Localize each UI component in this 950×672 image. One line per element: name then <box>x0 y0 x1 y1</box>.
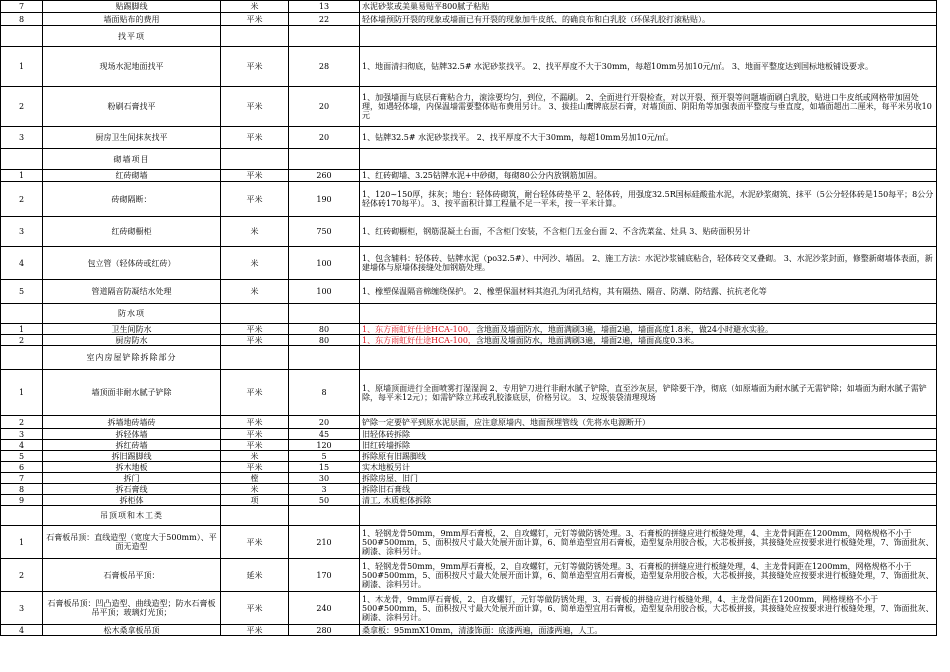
item-price: 30 <box>289 473 360 484</box>
item-description: 清工, 木质柜体拆除 <box>360 495 937 506</box>
description-text: 含地面及墙面防水，地面满刷3遍，墙面2遍，墙面高度1.8米，做24小时避水实验。 <box>475 324 774 334</box>
item-unit: 平米 <box>221 416 289 429</box>
row-number: 5 <box>1 280 43 304</box>
item-description: 1、橡塑保温隔音棉缠绕保护。 2、橡塑保温材料其泡孔为闭孔结构，其有隔热、隔音、防潮、防结露、抗抗老化等 <box>360 280 937 304</box>
item-unit: 平米 <box>221 47 289 87</box>
item-price: 120 <box>289 440 360 451</box>
item-price: 100 <box>289 247 360 280</box>
item-unit: 米 <box>221 1 289 13</box>
item-price: 28 <box>289 47 360 87</box>
item-description: 水泥砂浆或美巢易贴平800腻子粘贴 <box>360 1 937 13</box>
item-price: 750 <box>289 217 360 247</box>
row-number: 1 <box>1 47 43 87</box>
table-row[interactable] <box>1 324 937 335</box>
item-description: 1、地面清扫彻底，钻牌32.5# 水泥砂浆找平。 2、找平厚度不大于30mm，每超10mm另加10元/㎡。 3、地面平整度达到国标地板铺设要求。 <box>360 47 937 87</box>
row-number: 3 <box>1 592 43 625</box>
item-description: 旧轻体砖拆除 <box>360 429 937 440</box>
row-number: 3 <box>1 127 43 149</box>
table-row[interactable] <box>1 625 937 636</box>
table-row[interactable] <box>1 473 937 484</box>
description-text: 含地面及墙面防水，地面满刷3遍，墙面2遍，墙面高度0.3米。 <box>475 335 699 345</box>
table-row[interactable] <box>1 559 937 592</box>
item-name: 拆柜体 <box>43 495 221 506</box>
item-description <box>360 335 937 346</box>
item-name: 卫生间防水 <box>43 324 221 335</box>
row-number: 3 <box>1 429 43 440</box>
item-name: 墙面贴布的费用 <box>43 13 221 26</box>
row-number: 1 <box>1 324 43 335</box>
item-price: 80 <box>289 324 360 335</box>
item-unit: 平米 <box>221 592 289 625</box>
section-title-waterproof: 防水项 <box>43 304 221 324</box>
row-number: 7 <box>1 473 43 484</box>
item-description: 1、加强墙面与底层石膏粘合力，滚涂要均匀，到位，不漏刷。 2、全面进行开裂检查，对以开裂、预开裂等问题墙面刷白乳胶，贴进口牛皮纸或网格带加固处理，如遇轻体墙，内保温墙需要整体贴布费用另计。 3、拔挂山鹰牌底层石膏，对墙顶面、阴阳角等加强表面平整度与垂直度，如墙面超出二厘米，每平米另收10元 <box>360 87 937 127</box>
item-price: 210 <box>289 526 360 559</box>
item-unit: 平米 <box>221 127 289 149</box>
row-number: 1 <box>1 526 43 559</box>
section-row <box>1 149 937 170</box>
table-row[interactable] <box>1 451 937 462</box>
table-row[interactable] <box>1 495 937 506</box>
table-row[interactable] <box>1 484 937 495</box>
item-name: 拆轻体墙 <box>43 429 221 440</box>
item-description: 1、包含辅料：轻体砖、钻牌水泥（po32.5#）、中河沙、墙固。 2、施工方法：水泥沙浆铺底粘合，轻体砖交叉叠砌。 3、水泥沙浆封面，修整新砌墙体表面，新建墙体与原墙体接缝处加钢筋处理。 <box>360 247 937 280</box>
row-number: 9 <box>1 495 43 506</box>
table-row[interactable] <box>1 416 937 429</box>
item-price: 22 <box>289 13 360 26</box>
item-name: 石膏板吊顶：直线造型（宽度大于500mm）、平面无造型 <box>43 526 221 559</box>
row-number: 7 <box>1 1 43 13</box>
item-name: 管道隔音防凝结水处理 <box>43 280 221 304</box>
row-number: 2 <box>1 87 43 127</box>
item-price: 80 <box>289 335 360 346</box>
table-row[interactable] <box>1 87 937 127</box>
item-description: 轻体墙预防开裂的现象或墙面已有开裂的现象加牛皮纸、的确良布和白乳胶（环保乳胶打滚粘贴）。 <box>360 13 937 26</box>
item-description: 1、红砖砌橱柜，钢筋混凝土台面，不含柜门安装，不含柜门五金台面 2、不含洗菜盆、灶具 3、贴砖面积另计 <box>360 217 937 247</box>
item-price: 100 <box>289 280 360 304</box>
table-row[interactable] <box>1 1 937 13</box>
item-unit: 平米 <box>221 625 289 636</box>
item-price: 50 <box>289 495 360 506</box>
item-name: 红砖砌墙 <box>43 170 221 182</box>
item-name: 拆木地板 <box>43 462 221 473</box>
brand-name: 1、东方雨虹好仕途HCA-100， <box>362 324 476 334</box>
item-unit: 平米 <box>221 335 289 346</box>
item-description: 1、轻钢龙骨50mm，9mm厚石膏板，2、自攻螺钉，元钉等做防锈处理。3、石膏板的拼缝应进行板缝处理，4、主龙骨间距在1200mm，网格规格不小于500#500mm，5、面积按尺寸最大处展开面计算，6、简单造型宜用石膏板，造型复杂用胶合板，大芯板拼接，其接缝处应按要求进行板缝处理，7、饰面批灰、刷漆、涂料另计。 <box>360 559 937 592</box>
row-number: 4 <box>1 440 43 451</box>
table-row[interactable] <box>1 170 937 182</box>
item-unit: 米 <box>221 217 289 247</box>
row-number: 4 <box>1 625 43 636</box>
table-row[interactable] <box>1 217 937 247</box>
table-row[interactable] <box>1 370 937 416</box>
item-price: 280 <box>289 625 360 636</box>
item-price: 240 <box>289 592 360 625</box>
item-unit: 平米 <box>221 170 289 182</box>
table-row[interactable] <box>1 247 937 280</box>
item-price: 5 <box>289 451 360 462</box>
row-number: 5 <box>1 451 43 462</box>
item-description: 1、木龙骨，9mm厚石膏板，2、自攻螺钉，元钉等做防锈处理，3、石膏板的拼缝应进行板缝处理，4、主龙骨间距在1200mm，网格规格不小于500#500mm，5、面积按尺寸最大处展开面计算，6、简单造型宜用石膏板，造型复杂用胶合板，大芯板拼接，其接缝处应按要求进行板缝处理，7、饰面批灰、刷漆、涂料另计。 <box>360 592 937 625</box>
item-description: 1、原墙顶面进行全面喷雾打湿湿润 2、专用铲刀进行非耐水腻子铲除，直至沙灰层，铲除要干净，彻底（如原墙面为耐水腻子无需铲除；如墙面为耐水腻子需铲除，每平米12元）；如需铲除立邦或乳胶漆底层，价格另议。 3、垃圾装袋清理现场 <box>360 370 937 416</box>
table-row[interactable] <box>1 127 937 149</box>
item-name: 石膏板吊平顶： <box>43 559 221 592</box>
item-price: 260 <box>289 170 360 182</box>
table-row[interactable] <box>1 526 937 559</box>
item-name: 拆红砖墙 <box>43 440 221 451</box>
item-price: 170 <box>289 559 360 592</box>
table-row[interactable] <box>1 182 937 217</box>
item-description: 桑拿板：95mmX10mm，清漆饰面：底漆两遍，面漆两遍，人工。 <box>360 625 937 636</box>
item-name: 厨房卫生间抹灰找平 <box>43 127 221 149</box>
row-number: 2 <box>1 335 43 346</box>
item-description: 拆除原有旧踢脚线 <box>360 451 937 462</box>
row-number: 2 <box>1 182 43 217</box>
section-row <box>1 346 937 370</box>
section-title-leveling: 找平项 <box>43 26 221 47</box>
item-description: 实木地板另计 <box>360 462 937 473</box>
row-number: 3 <box>1 217 43 247</box>
item-name: 现场水泥地面找平 <box>43 47 221 87</box>
table-row[interactable] <box>1 429 937 440</box>
row-number: 6 <box>1 462 43 473</box>
table-row[interactable] <box>1 335 937 346</box>
item-unit: 平米 <box>221 87 289 127</box>
section-row <box>1 304 937 324</box>
item-unit: 米 <box>221 280 289 304</box>
item-name: 拆旧踢脚线 <box>43 451 221 462</box>
item-unit: 平米 <box>221 324 289 335</box>
item-unit: 平米 <box>221 462 289 473</box>
item-name: 粉刷石膏找平 <box>43 87 221 127</box>
section-row <box>1 26 937 47</box>
row-number: 2 <box>1 416 43 429</box>
row-number: 8 <box>1 484 43 495</box>
item-price: 20 <box>289 127 360 149</box>
table-row[interactable] <box>1 280 937 304</box>
item-price: 8 <box>289 370 360 416</box>
item-unit: 米 <box>221 451 289 462</box>
item-price: 45 <box>289 429 360 440</box>
item-name: 厨房防水 <box>43 335 221 346</box>
item-price: 13 <box>289 1 360 13</box>
item-description: 1、钻牌32.5# 水泥砂浆找平。 2、找平厚度不大于30mm，每超10mm另加10元/㎡。 <box>360 127 937 149</box>
item-name: 贴踢脚线 <box>43 1 221 13</box>
section-row <box>1 506 937 526</box>
item-price: 3 <box>289 484 360 495</box>
item-name: 拆门 <box>43 473 221 484</box>
item-unit: 平米 <box>221 440 289 451</box>
item-price: 20 <box>289 416 360 429</box>
item-unit: 项 <box>221 495 289 506</box>
section-title-masonry: 砌墙项目 <box>43 149 221 170</box>
item-unit: 平米 <box>221 13 289 26</box>
item-unit: 平米 <box>221 370 289 416</box>
item-name: 拆墙地砖墙砖 <box>43 416 221 429</box>
row-number: 8 <box>1 13 43 26</box>
section-title-ceiling: 吊顶项和木工类 <box>43 506 221 526</box>
item-unit: 平米 <box>221 429 289 440</box>
row-number: 1 <box>1 170 43 182</box>
row-number: 2 <box>1 559 43 592</box>
table-row[interactable] <box>1 13 937 26</box>
item-price: 15 <box>289 462 360 473</box>
item-unit: 樘 <box>221 473 289 484</box>
item-unit: 延米 <box>221 559 289 592</box>
table-row[interactable] <box>1 47 937 87</box>
item-unit: 平米 <box>221 526 289 559</box>
item-price: 190 <box>289 182 360 217</box>
item-description: 拆除房屋、旧门 <box>360 473 937 484</box>
table-row[interactable] <box>1 592 937 625</box>
row-number: 1 <box>1 370 43 416</box>
item-unit: 米 <box>221 247 289 280</box>
brand-name: 1、东方雨虹好仕途HCA-100， <box>362 335 476 345</box>
item-name: 墙顶面非耐水腻子铲除 <box>43 370 221 416</box>
section-title-demolition: 室内房屋铲除拆除部分 <box>43 346 221 370</box>
item-name: 砖砌隔断： <box>43 182 221 217</box>
item-description: 旧红砖墙拆除 <box>360 440 937 451</box>
row-number: 4 <box>1 247 43 280</box>
item-name: 拆石膏线 <box>43 484 221 495</box>
table-row[interactable] <box>1 440 937 451</box>
item-unit: 米 <box>221 484 289 495</box>
item-description <box>360 324 937 335</box>
table-row[interactable] <box>1 462 937 473</box>
item-description: 1、红砖砌墙、3.25钻牌水泥+中砂砌，每砌80公分内放钢筋加固。 <box>360 170 937 182</box>
item-description: 1、轻钢龙骨50mm，9mm厚石膏板，2、自攻螺钉，元钉等做防锈处理。3、石膏板的拼缝应进行板缝处理，4、主龙骨间距在1200mm，网格规格不小于500#500mm，5、面积按尺寸最大处展开面计算，6、简单造型宜用石膏板，造型复杂用胶合板，大芯板拼接，其接缝处应按要求进行板缝处理，7、饰面批灰、刷漆、涂料另计。 <box>360 526 937 559</box>
item-description: 1、120~150厚，抹灰；地台：轻体砖砌筑，耐台轻体砖垫平 2、轻体砖，用强度32.5R国标硅酸盐水泥，水泥砂浆砌筑、抹平（5公分轻体砖是150每平；8公分轻体砖170每平）。 3、按平面积计算工程量不足一平米，按一平米计算。 <box>360 182 937 217</box>
item-name: 石膏板吊顶：凹凸造型、曲线造型；防水石膏板吊平顶；玻璃灯光顶； <box>43 592 221 625</box>
item-name: 松木桑拿板吊顶 <box>43 625 221 636</box>
item-name: 包立管（轻体砖或红砖） <box>43 247 221 280</box>
item-description: 拆除旧石膏线 <box>360 484 937 495</box>
item-description: 铲除一定要铲平到原水泥层面，应注意原墙内、地面预埋管线（先将水电源断开） <box>360 416 937 429</box>
item-unit: 平米 <box>221 182 289 217</box>
item-price: 20 <box>289 87 360 127</box>
item-name: 红砖砌橱柜 <box>43 217 221 247</box>
